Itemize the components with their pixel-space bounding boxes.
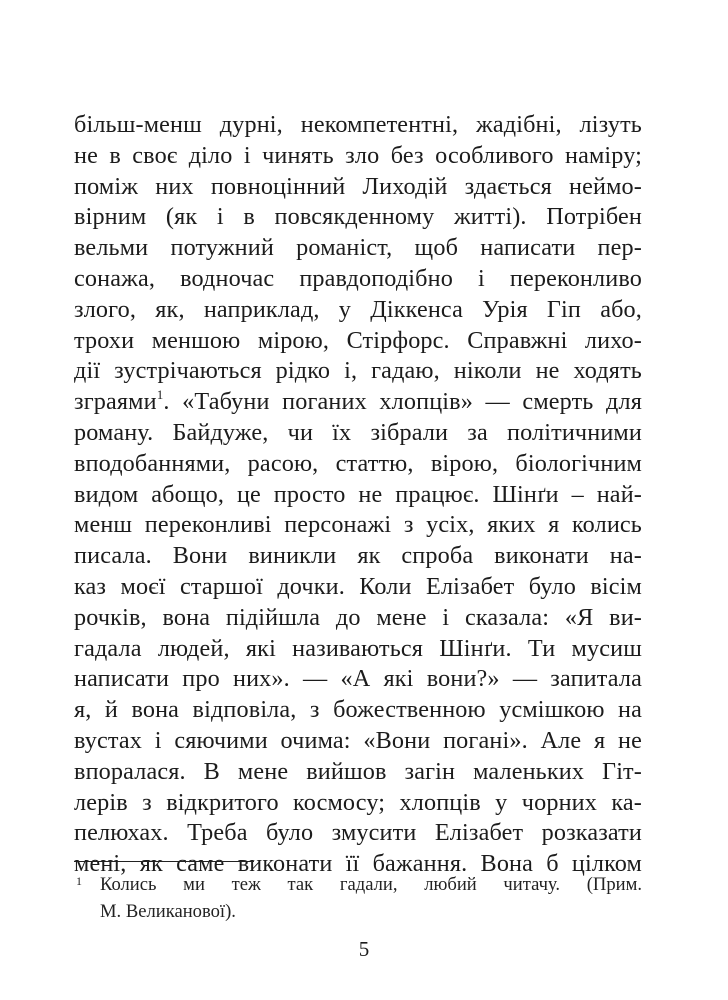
text-line-22: впоралася. В мене вийшов загін маленьких Гіт- <box>74 757 642 785</box>
text-line-15: писала. Вони виникли як спроба виконати на- <box>74 542 642 570</box>
text-line-16: каз моєї старшої дочки. Коли Елізабет було вісім <box>74 572 642 600</box>
text-line-7: злого, як, наприклад, у Діккенса Урія Гіп або, <box>74 295 642 323</box>
text-line-8: трохи меншою мірою, Стірфорс. Справжні лихо- <box>74 326 642 354</box>
text-line-9: дії зустрічаються рідко і, гадаю, ніколи не ходять <box>74 357 642 385</box>
footnote-divider <box>74 861 254 862</box>
footnote-line-1 <box>74 871 642 898</box>
text-line-10-end: . «Табуни поганих хлопців» — смерть для <box>163 388 642 416</box>
text-line-23: лерів з відкритого космосу; хлопців у чорних ка- <box>74 788 642 816</box>
text-line-2: не в своє діло і чинять зло без особливого наміру; <box>74 141 642 169</box>
text-line-24: пелюхах. Треба було змусити Елізабет розказати <box>74 819 642 847</box>
text-line-6: сонажа, водночас правдоподібно і переконливо <box>74 264 642 292</box>
text-line-4: вірним (як і в повсякденному житті). Потрібен <box>74 203 642 231</box>
text-line-25: мені, як саме виконати її бажання. Вона б цілком <box>74 850 642 878</box>
text-line-3: поміж них повноцінний Лиходій здається неймо- <box>74 172 642 200</box>
text-line-1: більш-менш дурні, некомпетентні, жадібні, лізуть <box>74 111 642 138</box>
main-text <box>74 110 642 880</box>
footnote-reference[interactable]: 1 <box>156 387 164 403</box>
page-number: 5 <box>358 937 370 961</box>
footnote-number: 1 <box>76 874 82 888</box>
text-line-14: менш переконливі персонажі з усіх, яких я колись <box>74 511 642 539</box>
text-line-10 <box>74 387 642 418</box>
text-line-18: гадала людей, які називаються Шінґи. Ти мусиш <box>74 634 642 662</box>
text-line-11: роману. Байдуже, чи їх зібрали за політичними <box>74 418 642 446</box>
text-line-5: вельми потужний романіст, щоб написати пер- <box>74 234 642 262</box>
text-line-17: рочків, вона підійшла до мене і сказала: «Я ви- <box>74 603 642 631</box>
footnote <box>74 871 642 925</box>
text-line-10-start: зграями <box>74 388 157 416</box>
text-line-20: я, й вона відповіла, з божественною усмішкою на <box>74 696 642 724</box>
text-line-21: вустах і сяючими очима: «Вони погані». Але я не <box>74 726 642 754</box>
text-line-12: вподобаннями, расою, статтю, вірою, біологічним <box>74 449 642 477</box>
footnote-line-2: М. Великанової). <box>100 901 236 922</box>
text-line-19: написати про них». — «А які вони?» — запитала <box>74 665 642 693</box>
footnote-text-1: Колись ми теж так гадали, любий читачу. (Прим. <box>100 874 642 895</box>
text-line-13: видом абощо, це просто не працює. Шінґи – най- <box>74 480 642 508</box>
